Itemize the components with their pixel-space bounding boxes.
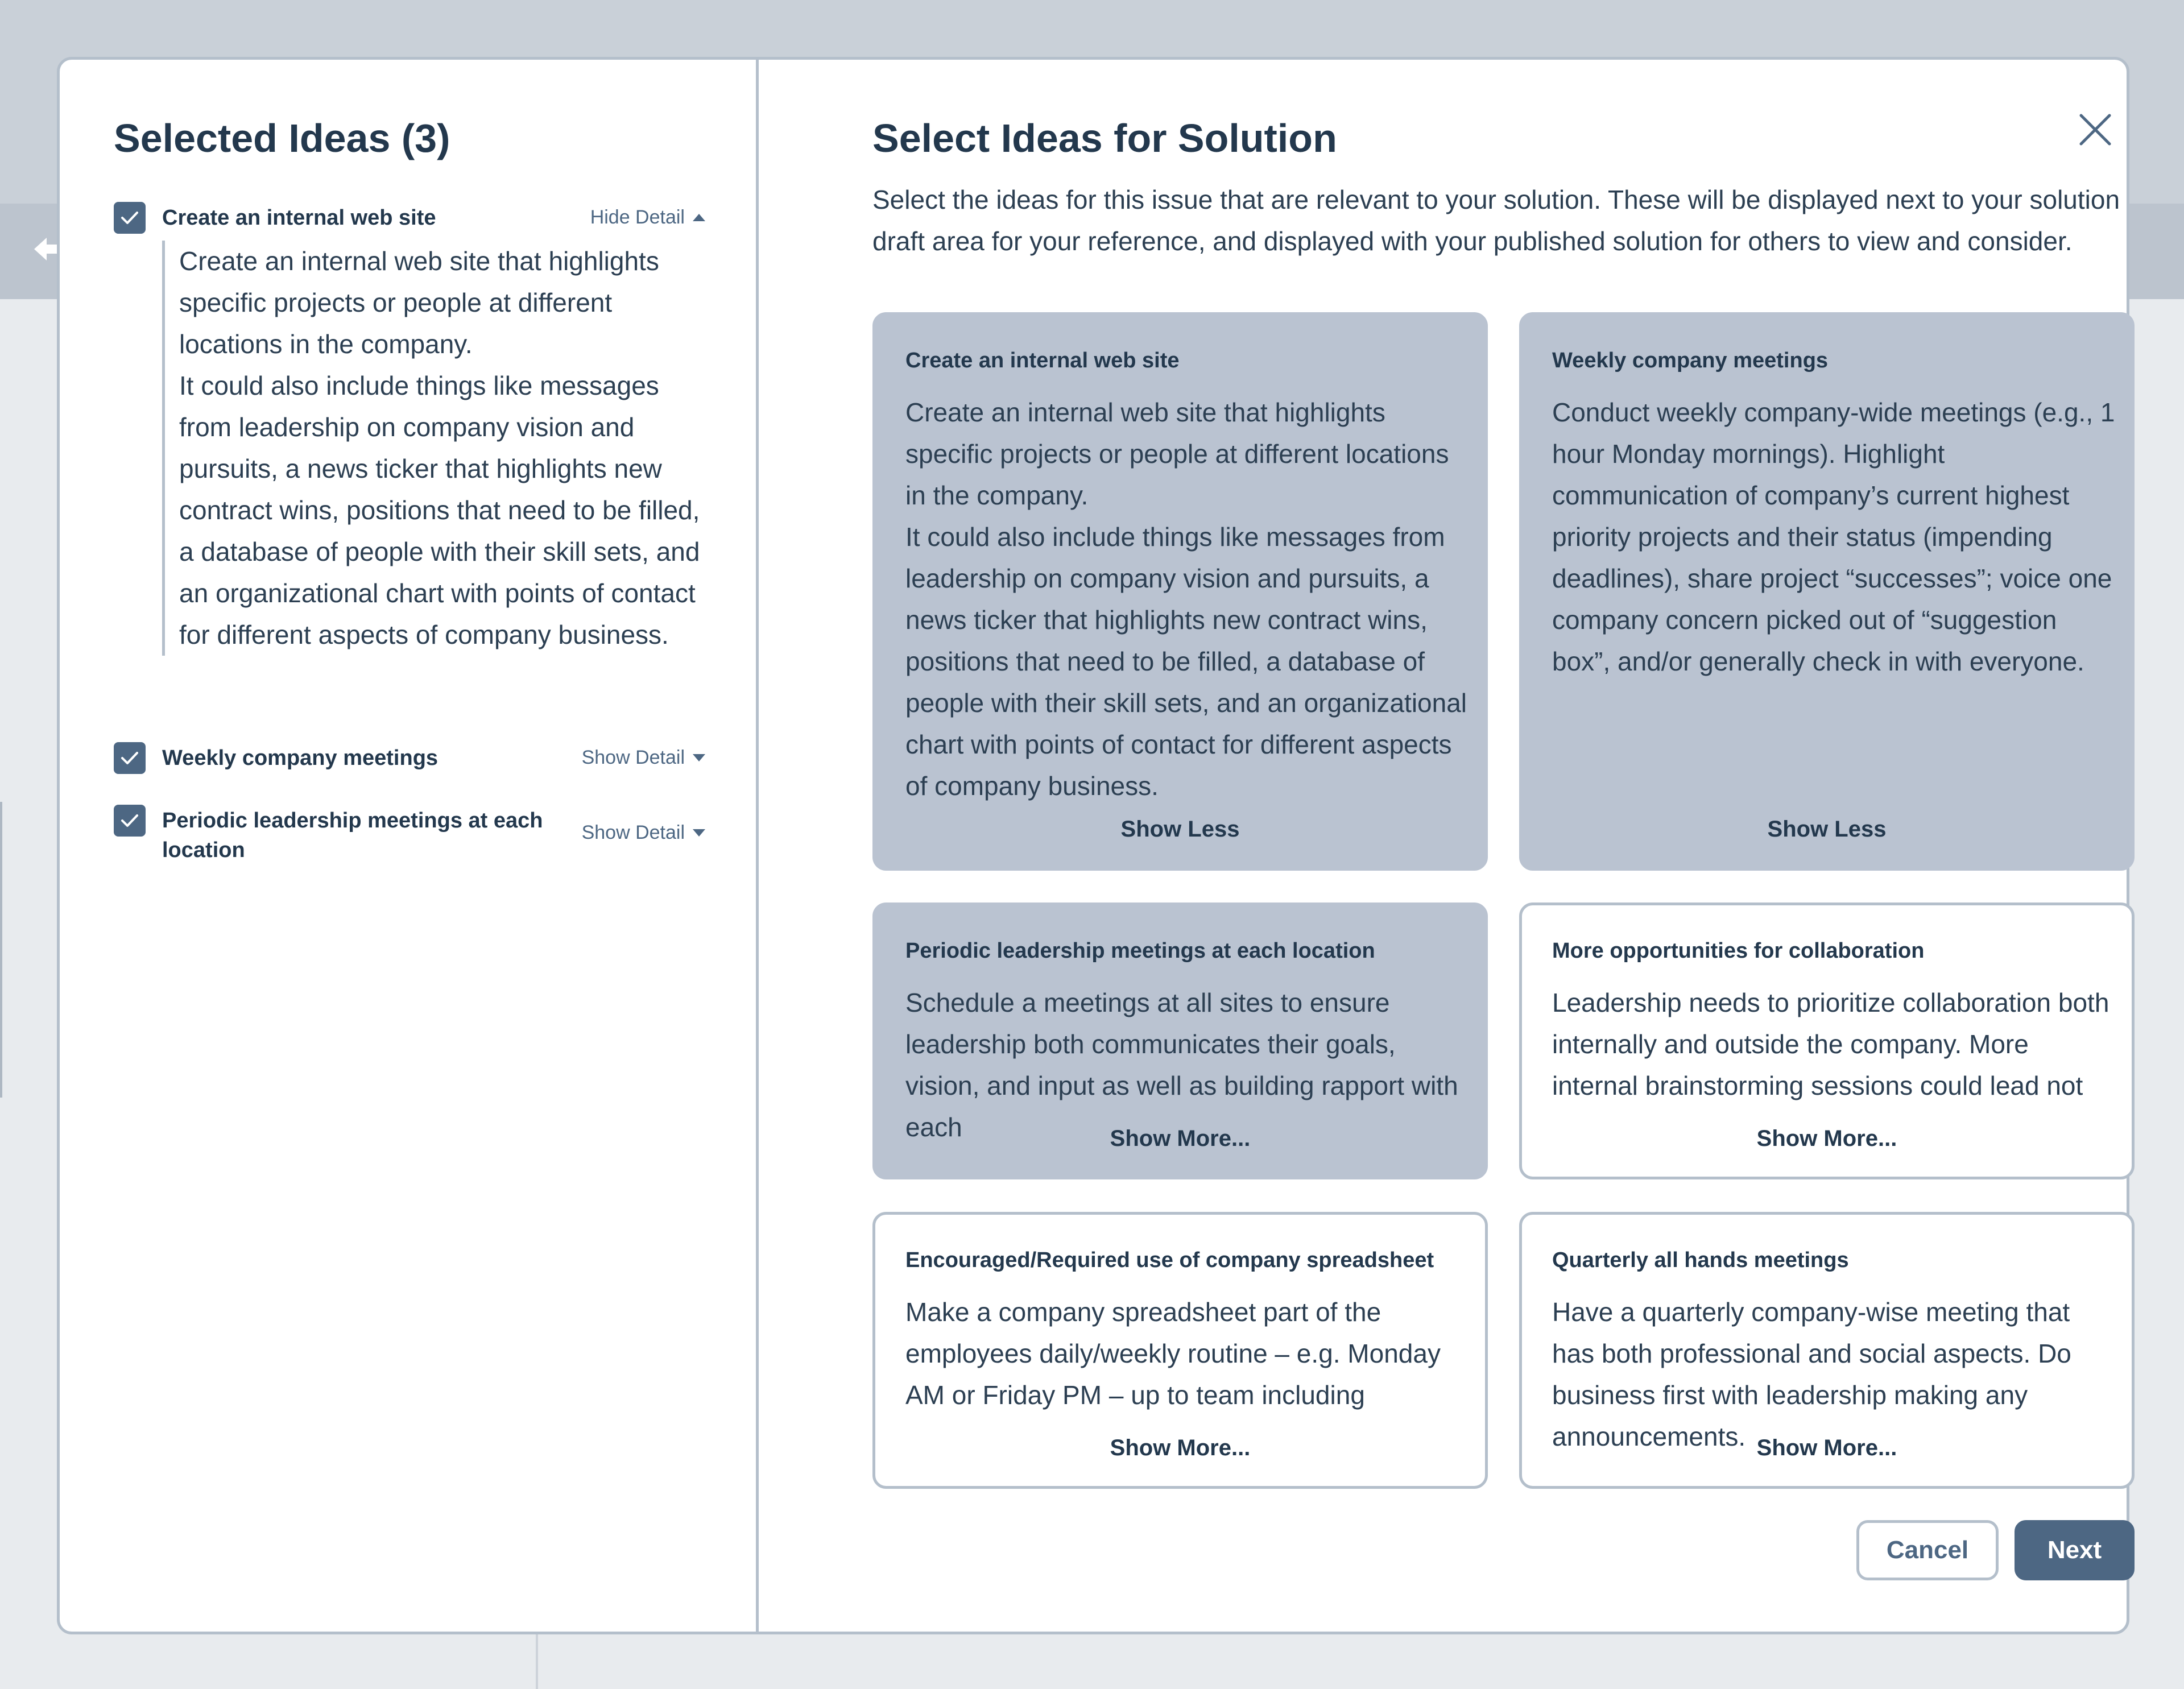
idea-selection-panel <box>759 60 2127 1632</box>
selected-ideas-panel <box>60 60 759 1632</box>
idea-card-paragraph: It could also include things like messages from leadership on company vision and pursuits, a news ticker that highlights new contract wins, positions that need to be filled, a database of people with their skill sets, and an organizational chart with points of contact for different aspects of company business. <box>905 522 1467 801</box>
show-less-link[interactable]: Show Less <box>1120 817 1240 842</box>
idea-card[interactable] <box>872 1212 1488 1489</box>
idea-card-paragraph: Conduct weekly company-wide meetings (e.g., 1 hour Monday mornings). Highlight communication of company’s current highest priority projects and their status (impending deadlines), share project “successes”; voice one company concern picked out of “suggestion box”, and/or generally check in with everyone. <box>1552 398 2115 676</box>
idea-card[interactable] <box>1519 1212 2135 1489</box>
toggle-label: Show Detail <box>581 747 685 768</box>
caret-down-icon <box>693 829 705 837</box>
idea-card-paragraph: Create an internal web site that highlights specific projects or people at different locations in the company. <box>905 398 1449 510</box>
modal-description: Select the ideas for this issue that are relevant to your solution. These will be displayed next to your solution draft area for your reference, and displayed with your published solution for others to view and consider. <box>872 185 2120 256</box>
idea-checkbox[interactable] <box>114 805 146 837</box>
selected-idea-title: Create an internal web site <box>162 206 436 230</box>
next-button[interactable]: Next <box>2015 1520 2135 1580</box>
modal-title: Select Ideas for Solution <box>872 116 1337 160</box>
idea-detail <box>162 241 708 656</box>
idea-detail-paragraph: It could also include things like messages from leadership on company vision and pursuits, a news ticker that highlights new contract wins, positions that need to be filled, a database of people with their skill sets, and an organizational chart with points of contact for different aspects of company business. <box>179 371 700 649</box>
app-column-divider <box>536 1632 538 1689</box>
idea-card[interactable] <box>872 312 1488 871</box>
idea-card-title: Weekly company meetings <box>1552 349 1829 372</box>
idea-card-body <box>1552 982 2115 1107</box>
close-icon[interactable] <box>2079 113 2112 146</box>
show-more-link[interactable]: Show More... <box>1110 1126 1251 1151</box>
checkmark-icon <box>121 210 139 226</box>
caret-up-icon <box>693 214 705 221</box>
idea-card-title: Encouraged/Required use of company spreadsheet <box>905 1248 1434 1272</box>
idea-card-title: Periodic leadership meetings at each location <box>905 939 1375 963</box>
checkmark-icon <box>121 750 139 766</box>
idea-card-body <box>1552 392 2115 682</box>
selected-ideas-title: Selected Ideas (3) <box>114 116 450 160</box>
idea-card[interactable] <box>872 903 1488 1179</box>
checkmark-icon <box>121 813 139 829</box>
selected-idea-title: Weekly company meetings <box>162 746 439 770</box>
idea-checkbox[interactable] <box>114 202 146 234</box>
hide-detail-toggle[interactable] <box>590 206 705 229</box>
idea-card-paragraph: Have a quarterly company-wise meeting that has both professional and social aspects. Do business first with leadership making any announcements. <box>1552 1297 2071 1451</box>
toggle-label: Show Detail <box>581 822 685 843</box>
idea-card-paragraph: Schedule a meetings at all sites to ensure leadership both communicates their goals, vision, and input as well as building rapport with each <box>905 988 1458 1142</box>
show-more-link[interactable]: Show More... <box>1756 1435 1897 1460</box>
idea-card-title: More opportunities for collaboration <box>1552 939 1925 963</box>
show-more-link[interactable]: Show More... <box>1110 1435 1251 1460</box>
toggle-label: Hide Detail <box>590 206 685 228</box>
idea-card-body <box>905 392 1469 807</box>
idea-card-paragraph: Leadership needs to prioritize collaboration both internally and outside the company. More internal brainstorming sessions could lead not <box>1552 988 2109 1100</box>
idea-detail-paragraph: Create an internal web site that highlights specific projects or people at different locations in the company. <box>179 246 659 359</box>
cancel-button[interactable]: Cancel <box>1856 1520 1999 1580</box>
idea-card-title: Create an internal web site <box>905 349 1180 372</box>
idea-card-body <box>905 1291 1469 1416</box>
idea-card-paragraph: Make a company spreadsheet part of the employees daily/weekly routine – e.g. Monday AM or Friday PM – up to team including <box>905 1297 1441 1410</box>
show-more-link[interactable]: Show More... <box>1756 1126 1897 1151</box>
app-side-divider <box>0 802 2 1098</box>
show-less-link[interactable]: Show Less <box>1767 817 1887 842</box>
selected-idea-title: Periodic leadership meetings at each location <box>162 809 543 862</box>
caret-down-icon <box>693 754 705 761</box>
idea-card-title: Quarterly all hands meetings <box>1552 1248 1849 1272</box>
idea-checkbox[interactable] <box>114 742 146 774</box>
idea-card[interactable] <box>1519 903 2135 1179</box>
select-ideas-modal <box>57 57 2129 1634</box>
show-detail-toggle[interactable] <box>582 822 705 844</box>
back-arrow-icon[interactable] <box>32 232 59 266</box>
idea-card[interactable] <box>1519 312 2135 871</box>
show-detail-toggle[interactable] <box>582 747 705 769</box>
